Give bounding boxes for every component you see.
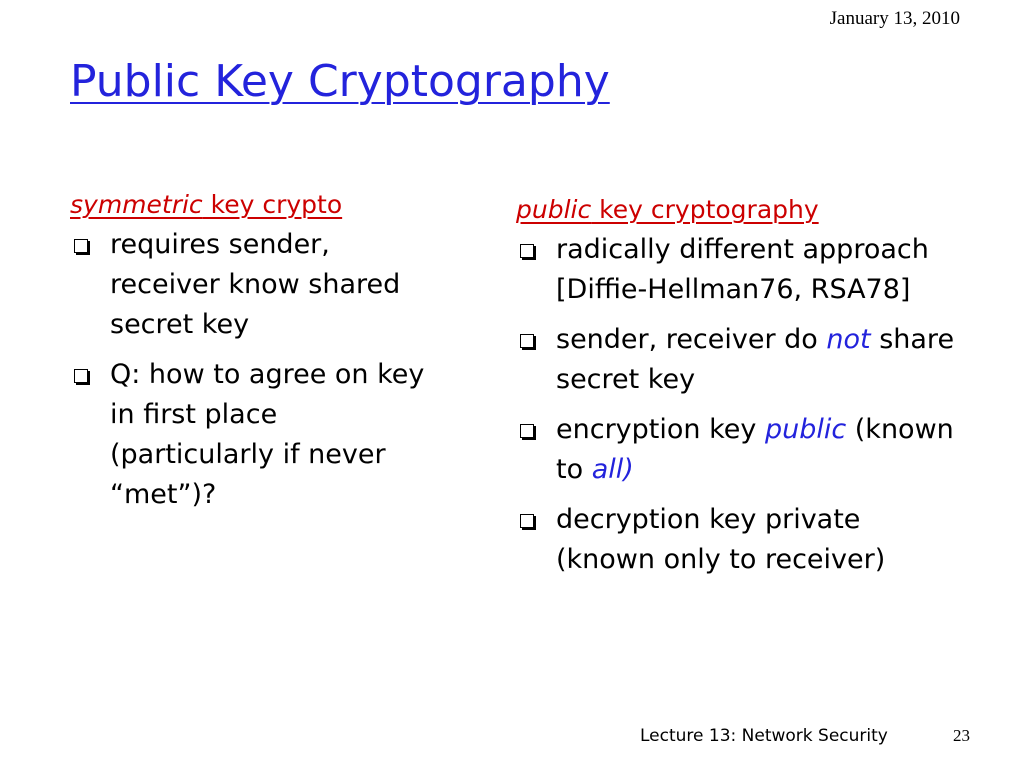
checkbox-bullet-icon [520, 514, 534, 528]
list-item [70, 355, 430, 515]
bullet-text: Q: how to agree on key in first place (particularly if never “met”)? [110, 359, 425, 510]
checkbox-bullet-icon [74, 369, 88, 383]
page-number: 23 [953, 726, 970, 745]
list-item [516, 230, 956, 310]
emphasis-not: not [826, 324, 871, 355]
symmetric-key-heading [70, 190, 430, 219]
list-item [516, 500, 956, 580]
heading-text: key crypto [202, 190, 343, 219]
bullet-text: ) [623, 454, 634, 485]
bullet-text: decryption key private (known only to receiver) [556, 504, 886, 575]
heading-emphasis: public [516, 195, 592, 224]
bullet-text: share secret key [556, 324, 955, 395]
emphasis-all: all [591, 454, 624, 485]
bullet-text: radically different approach [Diffie-Hellman76, RSA78] [556, 234, 929, 305]
list-item [516, 410, 956, 490]
slide-date: January 13, 2010 [829, 8, 960, 29]
footer-lecture-title: Lecture 13: Network Security [640, 726, 888, 746]
bullet-text: requires sender, receiver know shared secret key [110, 229, 401, 340]
bullet-text: (known to [556, 414, 954, 485]
public-bullet-list [516, 230, 956, 580]
symmetric-bullet-list [70, 225, 430, 515]
slide-title: Public Key Cryptography [70, 56, 610, 107]
bullet-text: sender, receiver do [556, 324, 827, 355]
heading-text: key cryptography [591, 195, 819, 224]
bullet-text: encryption key [556, 414, 765, 445]
symmetric-key-column [70, 190, 430, 525]
heading-emphasis: symmetric [70, 190, 203, 219]
public-key-heading [516, 195, 956, 224]
checkbox-bullet-icon [520, 424, 534, 438]
checkbox-bullet-icon [520, 334, 534, 348]
list-item [70, 225, 430, 345]
public-key-column [516, 195, 956, 590]
checkbox-bullet-icon [74, 239, 88, 253]
list-item [516, 320, 956, 400]
emphasis-public: public [764, 414, 847, 445]
checkbox-bullet-icon [520, 244, 534, 258]
